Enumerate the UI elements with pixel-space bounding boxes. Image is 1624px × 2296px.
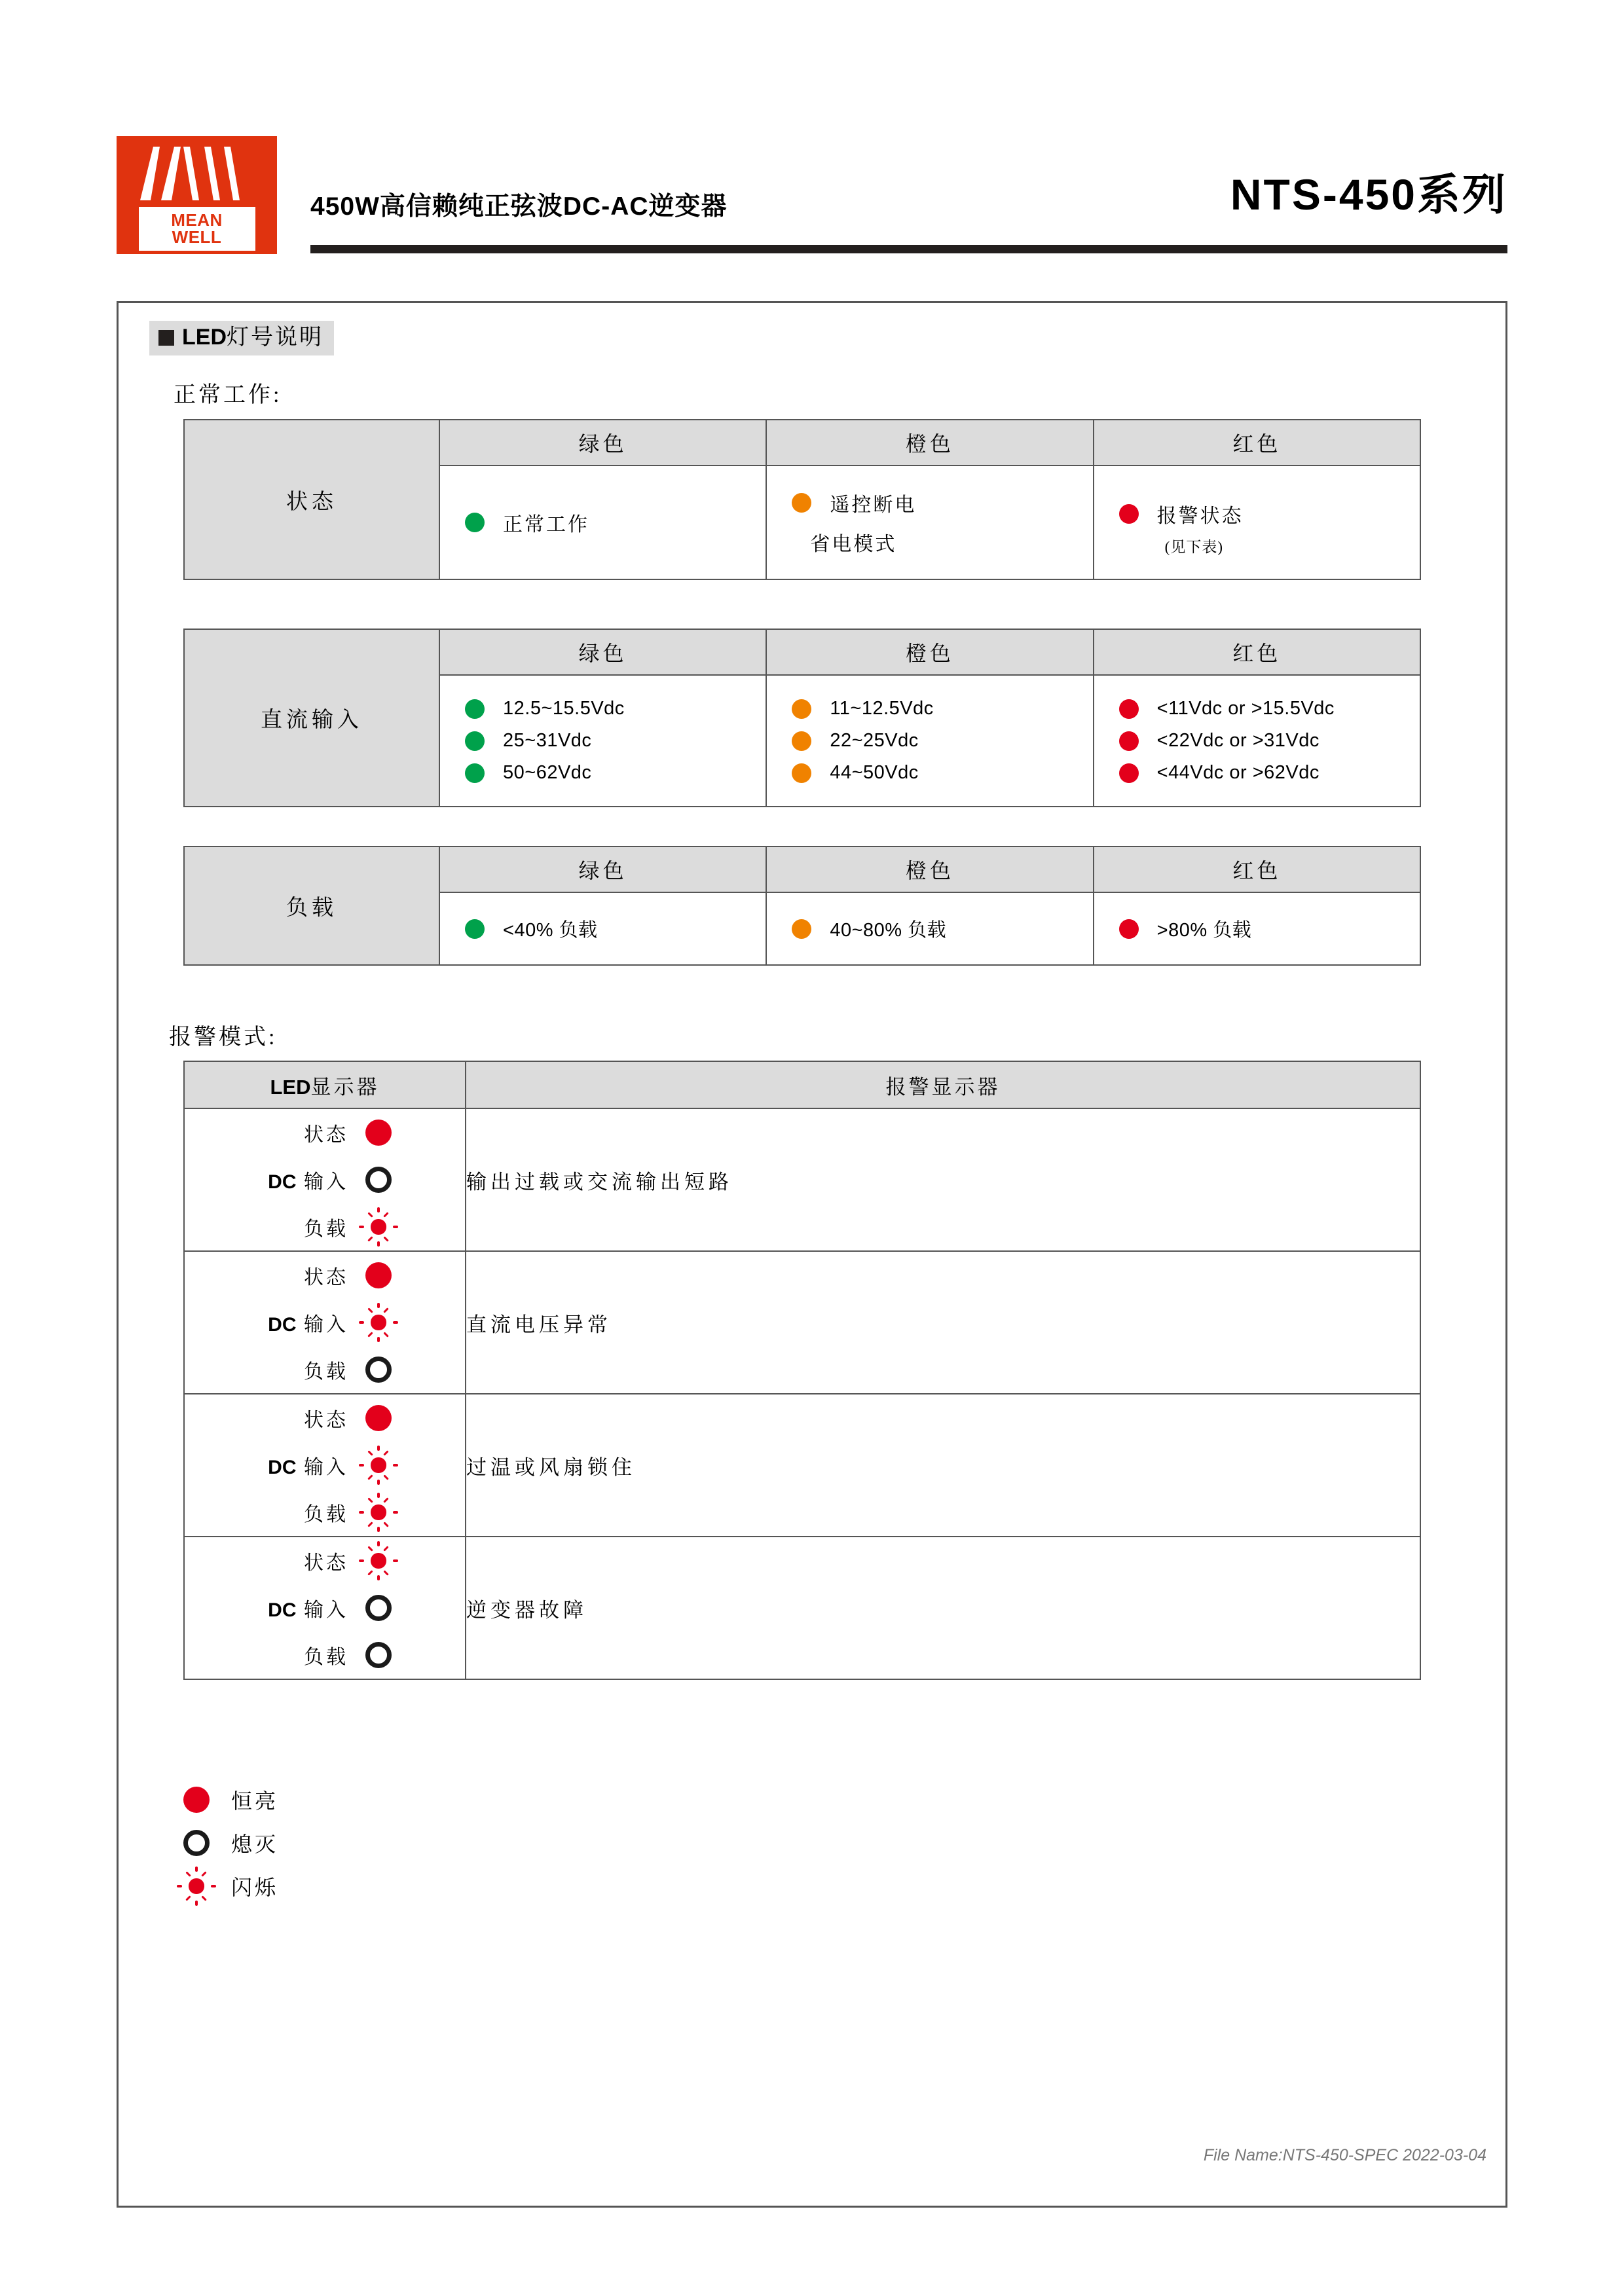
alarm-indicator-glyph bbox=[365, 1214, 411, 1240]
led-solid-icon bbox=[1119, 731, 1139, 751]
alarm-indicator-line bbox=[185, 1537, 465, 1584]
alarm-indicator-line bbox=[185, 1442, 465, 1489]
alarm-indicator-line bbox=[185, 1346, 465, 1393]
led-table-2 bbox=[183, 629, 1421, 807]
alarm-indicator-line bbox=[185, 1109, 465, 1156]
legend-glyph bbox=[174, 1787, 219, 1813]
legend-item bbox=[174, 1778, 278, 1821]
header-title: 450W高信赖纯正弦波DC-AC逆变器 bbox=[310, 192, 728, 221]
led-cell-orange bbox=[766, 465, 1093, 579]
led-off-icon bbox=[365, 1642, 392, 1668]
led-entry-label: 40~80% 负载 bbox=[830, 920, 947, 941]
led-entry-label: 50~62Vdc bbox=[503, 762, 592, 783]
alarm-led-states-cell bbox=[184, 1251, 466, 1394]
led-cell-green bbox=[439, 675, 766, 807]
led-solid-icon bbox=[792, 731, 811, 751]
alarm-indicator-glyph bbox=[365, 1405, 411, 1431]
alarm-indicator-line bbox=[185, 1584, 465, 1631]
legend-label: 闪烁 bbox=[231, 1876, 279, 1899]
alarm-mode-label: 报警模式: bbox=[169, 1025, 278, 1049]
led-cell-orange bbox=[766, 892, 1093, 965]
alarm-indicator-label: 状态 bbox=[304, 1267, 348, 1288]
led-entry-label: >80% 负载 bbox=[1156, 920, 1252, 941]
led-table-header-row bbox=[184, 420, 1420, 465]
alarm-indicator-line bbox=[185, 1394, 465, 1442]
led-entry-label: <11Vdc or >15.5Vdc bbox=[1156, 698, 1335, 719]
alarm-indicator-label: DC 输入 bbox=[268, 1457, 348, 1478]
led-blink-icon bbox=[365, 1499, 392, 1525]
alarm-table-row bbox=[184, 1394, 1420, 1537]
alarm-indicator-label: DC 输入 bbox=[268, 1599, 348, 1621]
led-entry bbox=[1119, 915, 1420, 942]
led-entry bbox=[792, 762, 1092, 784]
led-solid-icon bbox=[792, 493, 811, 513]
led-cell-red bbox=[1094, 892, 1420, 965]
led-entry-label: 报警状态 bbox=[1156, 505, 1244, 527]
alarm-mode-table bbox=[183, 1061, 1421, 1680]
alarm-table-header-row bbox=[184, 1061, 1420, 1108]
led-entry bbox=[465, 730, 766, 752]
led-entry-label: 25~31Vdc bbox=[503, 730, 592, 751]
led-solid-icon bbox=[792, 919, 811, 939]
led-cell-red bbox=[1094, 465, 1420, 579]
alarm-header-led-cn: 显示器 bbox=[310, 1075, 380, 1099]
led-solid-icon bbox=[1119, 504, 1139, 524]
led-solid-icon bbox=[465, 699, 485, 719]
alarm-led-states-cell bbox=[184, 1108, 466, 1251]
led-solid-icon bbox=[465, 919, 485, 939]
alarm-indicator-line bbox=[185, 1631, 465, 1679]
alarm-indicator-label: 状态 bbox=[304, 1552, 348, 1574]
section-title-cn: 灯号说明 bbox=[227, 325, 323, 350]
led-entry-label: 正常工作 bbox=[503, 514, 589, 536]
alarm-indicator-label: 状态 bbox=[304, 1124, 348, 1146]
alarm-indicator-label: 负载 bbox=[304, 1361, 348, 1383]
alarm-header-alarm-text: 报警显示器 bbox=[885, 1075, 1001, 1099]
led-entry bbox=[1119, 500, 1420, 528]
led-entry-label: 12.5~15.5Vdc bbox=[503, 698, 625, 719]
led-solid-icon bbox=[1119, 763, 1139, 783]
alarm-indicator-glyph bbox=[365, 1262, 411, 1288]
led-entry-label: 11~12.5Vdc bbox=[830, 698, 934, 719]
alarm-indicator-glyph bbox=[365, 1357, 411, 1383]
led-entry-label: <44Vdc or >62Vdc bbox=[1156, 762, 1320, 783]
led-entry bbox=[1119, 730, 1420, 752]
mw-monogram-icon bbox=[136, 145, 257, 202]
led-solid-icon bbox=[465, 763, 485, 783]
led-table-3 bbox=[183, 846, 1421, 966]
led-off-icon bbox=[365, 1357, 392, 1383]
led-solid-icon bbox=[792, 699, 811, 719]
led-solid-icon bbox=[1119, 919, 1139, 939]
led-solid-icon bbox=[792, 763, 811, 783]
led-entry-label: <40% 负载 bbox=[503, 920, 598, 941]
alarm-indicator-label: 状态 bbox=[304, 1410, 348, 1431]
led-entry-label: 44~50Vdc bbox=[830, 762, 919, 783]
header-rule bbox=[310, 245, 1507, 253]
led-row-label: 状态 bbox=[184, 420, 439, 579]
led-off-icon bbox=[365, 1167, 392, 1193]
led-entry bbox=[1119, 698, 1420, 720]
alarm-indicator-label: 负载 bbox=[304, 1218, 348, 1240]
bullet-square-icon bbox=[158, 330, 174, 346]
led-cell-orange bbox=[766, 675, 1093, 807]
led-table-header-row bbox=[184, 847, 1420, 892]
section-title-latin: LED bbox=[182, 325, 227, 350]
legend-label: 熄灭 bbox=[231, 1832, 279, 1856]
alarm-indicator-glyph bbox=[365, 1548, 411, 1574]
led-col-header-green: 绿色 bbox=[439, 847, 766, 892]
alarm-indicator-label: 负载 bbox=[304, 1504, 348, 1525]
led-blink-icon bbox=[183, 1873, 210, 1899]
led-blink-icon bbox=[365, 1309, 392, 1336]
led-off-icon bbox=[183, 1830, 210, 1856]
alarm-indicator-label: DC 输入 bbox=[268, 1314, 348, 1336]
legend-item bbox=[174, 1821, 278, 1865]
led-entry-label: 22~25Vdc bbox=[830, 730, 919, 751]
led-entry bbox=[792, 698, 1092, 720]
led-blink-icon bbox=[365, 1214, 392, 1240]
alarm-indicator-glyph bbox=[365, 1499, 411, 1525]
led-entry bbox=[1119, 762, 1420, 784]
alarm-indicator-glyph bbox=[365, 1120, 411, 1146]
led-col-header-orange: 橙色 bbox=[766, 420, 1093, 465]
section-title-led-indicators bbox=[149, 321, 334, 355]
led-entry-label: 省电模式 bbox=[810, 534, 897, 555]
led-row-label: 负载 bbox=[184, 847, 439, 965]
led-col-header-orange: 橙色 bbox=[766, 629, 1093, 675]
alarm-header-alarm-display bbox=[466, 1061, 1420, 1108]
alarm-indicator-line bbox=[185, 1252, 465, 1299]
alarm-indicator-glyph bbox=[365, 1167, 411, 1193]
led-entry bbox=[465, 762, 766, 784]
led-entry bbox=[465, 698, 766, 720]
led-entry bbox=[465, 508, 766, 537]
led-solid-icon bbox=[365, 1405, 392, 1431]
led-solid-icon bbox=[365, 1262, 392, 1288]
legend-glyph bbox=[174, 1873, 219, 1899]
led-entry bbox=[792, 730, 1092, 752]
alarm-indicator-line bbox=[185, 1489, 465, 1536]
alarm-header-led-display bbox=[184, 1061, 466, 1108]
led-entry bbox=[792, 915, 1092, 942]
alarm-indicator-glyph bbox=[365, 1595, 411, 1621]
led-cell-red bbox=[1094, 675, 1420, 807]
led-solid-icon bbox=[465, 731, 485, 751]
led-table-header-row bbox=[184, 629, 1420, 675]
led-entry-label: 遥控断电 bbox=[830, 494, 917, 516]
led-entry bbox=[792, 488, 1092, 517]
led-col-header-red: 红色 bbox=[1094, 629, 1420, 675]
header-series: NTS-450系列 bbox=[1230, 170, 1507, 219]
led-table-1 bbox=[183, 419, 1421, 580]
led-solid-icon bbox=[365, 1120, 392, 1146]
led-col-header-red: 红色 bbox=[1094, 420, 1420, 465]
alarm-indicator-line bbox=[185, 1203, 465, 1250]
alarm-indicator-glyph bbox=[365, 1452, 411, 1478]
led-off-icon bbox=[365, 1595, 392, 1621]
alarm-table-row bbox=[184, 1537, 1420, 1679]
mean-well-logo bbox=[117, 136, 277, 254]
led-col-header-red: 红色 bbox=[1094, 847, 1420, 892]
footer-file-name: File Name:NTS-450-SPEC 2022-03-04 bbox=[1203, 2146, 1486, 2164]
led-entry-label: <22Vdc or >31Vdc bbox=[1156, 730, 1320, 751]
led-entry bbox=[792, 528, 1092, 556]
led-solid-icon bbox=[465, 513, 485, 532]
alarm-led-states-cell bbox=[184, 1537, 466, 1679]
led-solid-icon bbox=[1119, 699, 1139, 719]
alarm-led-states-cell bbox=[184, 1394, 466, 1537]
led-cell-green bbox=[439, 892, 766, 965]
legend-glyph bbox=[174, 1830, 219, 1856]
legend-label: 恒亮 bbox=[231, 1789, 279, 1813]
alarm-table-row bbox=[184, 1251, 1420, 1394]
led-entry-note: (见下表) bbox=[1164, 538, 1223, 555]
led-col-header-orange: 橙色 bbox=[766, 847, 1093, 892]
led-state-legend bbox=[174, 1778, 278, 1908]
normal-operation-label: 正常工作: bbox=[174, 383, 282, 407]
alarm-description-cell: 直流电压异常 bbox=[466, 1251, 1420, 1394]
logo-wordmark: MEAN WELL bbox=[139, 207, 255, 251]
led-blink-icon bbox=[365, 1548, 392, 1574]
legend-item bbox=[174, 1865, 278, 1908]
led-col-header-green: 绿色 bbox=[439, 629, 766, 675]
led-col-header-green: 绿色 bbox=[439, 420, 766, 465]
led-row-label: 直流输入 bbox=[184, 629, 439, 807]
led-entry bbox=[465, 915, 766, 942]
alarm-indicator-line bbox=[185, 1299, 465, 1346]
alarm-description-cell: 逆变器故障 bbox=[466, 1537, 1420, 1679]
alarm-indicator-label: DC 输入 bbox=[268, 1171, 348, 1193]
alarm-header-led-latin: LED bbox=[270, 1075, 311, 1099]
alarm-indicator-glyph bbox=[365, 1309, 411, 1336]
alarm-description-cell: 输出过载或交流输出短路 bbox=[466, 1108, 1420, 1251]
alarm-description-cell: 过温或风扇锁住 bbox=[466, 1394, 1420, 1537]
alarm-indicator-glyph bbox=[365, 1642, 411, 1668]
led-cell-green bbox=[439, 465, 766, 579]
led-blink-icon bbox=[365, 1452, 392, 1478]
led-solid-icon bbox=[183, 1787, 210, 1813]
alarm-indicator-label: 负载 bbox=[304, 1647, 348, 1668]
alarm-table-row bbox=[184, 1108, 1420, 1251]
alarm-indicator-line bbox=[185, 1156, 465, 1203]
page-header bbox=[117, 131, 1507, 259]
